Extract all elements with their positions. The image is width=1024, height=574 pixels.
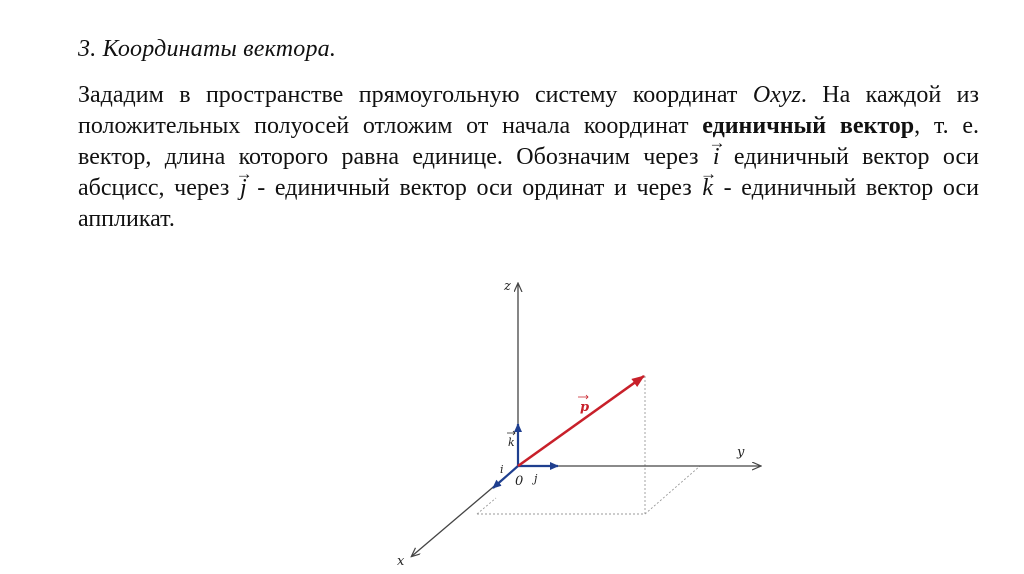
vector-i-symbol: → i — [712, 142, 721, 173]
slide-paragraph — [78, 80, 979, 235]
axis-y-label: y — [737, 445, 745, 460]
vector-j-symbol: → j — [239, 173, 248, 204]
unit-j-label: j — [534, 472, 538, 485]
slide-heading: 3. Координаты вектора. — [78, 36, 337, 62]
paragraph-text-1: Зададим в пространстве прямоугольную систему координат — [78, 82, 753, 108]
unit-i-label: i — [500, 463, 504, 476]
vector-k-symbol: → k — [701, 173, 714, 204]
paragraph-text-2: . На каждой из положительных полуосей отложим от начала координат — [78, 82, 979, 139]
coordinate-diagram — [380, 266, 780, 574]
vector-p-label: p — [580, 400, 590, 415]
axis-z-label: z — [504, 279, 511, 294]
unit-vector-term: единичный вектор — [702, 113, 915, 139]
label-arrow-marks — [507, 395, 588, 435]
paragraph-text-4: единичный вектор оси абсцисс, через — [78, 144, 979, 201]
coordinate-system-label: Oxyz — [752, 82, 801, 108]
origin-label: 0 — [515, 474, 524, 489]
vector-p — [518, 376, 644, 466]
paragraph-text-6: - единичный вектор оси аппликат. — [78, 175, 980, 232]
paragraph-text-5: - единичный вектор оси ординат и через — [247, 175, 702, 201]
paragraph-text-3: , т. е. вектор, длина которого равна единице. Обозначим через — [78, 113, 980, 170]
unit-k-label: k — [508, 436, 515, 449]
axis-x-label: x — [397, 554, 405, 569]
